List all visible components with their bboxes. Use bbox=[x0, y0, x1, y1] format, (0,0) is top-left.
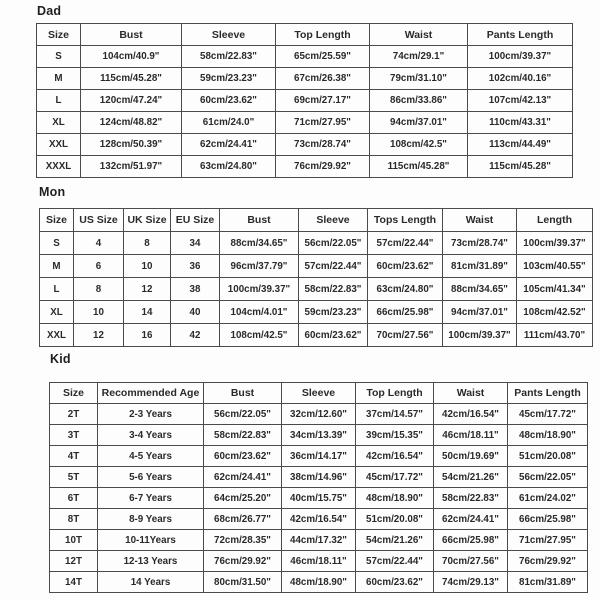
table-row bbox=[50, 530, 588, 551]
table-row bbox=[37, 90, 573, 112]
table-cell: 115cm/45.28" bbox=[81, 68, 182, 90]
table-cell: 34cm/13.39" bbox=[282, 425, 356, 446]
table-cell: 74cm/29.1" bbox=[370, 46, 468, 68]
table-cell: 46cm/18.11" bbox=[282, 551, 356, 572]
table-cell: 61cm/24.0" bbox=[182, 112, 276, 134]
table-cell: 57cm/22.44" bbox=[368, 232, 443, 255]
table-cell: 70cm/27.56" bbox=[434, 551, 508, 572]
table-cell: 81cm/31.89" bbox=[443, 255, 517, 278]
table-cell: 45cm/17.72" bbox=[508, 404, 588, 425]
column-header: EU Size bbox=[171, 209, 220, 232]
table-cell: 54cm/21.26" bbox=[434, 467, 508, 488]
table-cell: 56cm/22.05" bbox=[204, 404, 282, 425]
table-cell: 100cm/39.37" bbox=[443, 324, 517, 347]
table-cell: 50cm/19.69" bbox=[434, 446, 508, 467]
table-cell: XXL bbox=[40, 324, 74, 347]
kid-size-table bbox=[49, 382, 587, 593]
table-cell: 8 bbox=[74, 278, 124, 301]
table-cell: XXXL bbox=[37, 156, 81, 178]
header-row bbox=[37, 24, 573, 46]
table-cell: 64cm/25.20" bbox=[204, 488, 282, 509]
table-cell: 88cm/34.65" bbox=[220, 232, 299, 255]
table-row bbox=[50, 488, 588, 509]
table-cell: 60cm/23.62" bbox=[368, 255, 443, 278]
table-cell: 12 bbox=[124, 278, 171, 301]
table-cell: 103cm/40.55" bbox=[517, 255, 593, 278]
table-cell: 76cm/29.92" bbox=[276, 156, 370, 178]
table-cell: 108cm/42.5" bbox=[370, 134, 468, 156]
table-cell: 6T bbox=[50, 488, 98, 509]
table-row bbox=[37, 134, 573, 156]
size-table bbox=[39, 208, 593, 347]
table-cell: 80cm/31.50" bbox=[204, 572, 282, 593]
table-cell: 74cm/29.13" bbox=[434, 572, 508, 593]
table-row bbox=[37, 46, 573, 68]
table-cell: 113cm/44.49" bbox=[468, 134, 573, 156]
table-cell: 54cm/21.26" bbox=[356, 530, 434, 551]
table-row bbox=[40, 301, 593, 324]
column-header: Length bbox=[517, 209, 593, 232]
table-cell: S bbox=[37, 46, 81, 68]
column-header: Bust bbox=[220, 209, 299, 232]
table-cell: 57cm/22.44" bbox=[356, 551, 434, 572]
table-cell: 42cm/16.54" bbox=[434, 404, 508, 425]
table-cell: 45cm/17.72" bbox=[356, 467, 434, 488]
table-cell: 65cm/25.59" bbox=[276, 46, 370, 68]
table-cell: 4-5 Years bbox=[98, 446, 204, 467]
size-table bbox=[49, 382, 588, 593]
table-row bbox=[40, 278, 593, 301]
table-cell: 5-6 Years bbox=[98, 467, 204, 488]
table-cell: 108cm/42.5" bbox=[220, 324, 299, 347]
table-cell: 62cm/24.41" bbox=[204, 467, 282, 488]
kid-table-title: Kid bbox=[50, 352, 71, 366]
table-cell: 66cm/25.98" bbox=[368, 301, 443, 324]
column-header: Pants Length bbox=[508, 383, 588, 404]
table-cell: 4 bbox=[74, 232, 124, 255]
table-cell: 14 Years bbox=[98, 572, 204, 593]
column-header: Sleeve bbox=[299, 209, 368, 232]
table-cell: 32cm/12.60" bbox=[282, 404, 356, 425]
table-cell: 94cm/37.01" bbox=[443, 301, 517, 324]
table-cell: 107cm/42.13" bbox=[468, 90, 573, 112]
table-cell: 12 bbox=[74, 324, 124, 347]
table-cell: 58cm/22.83" bbox=[204, 425, 282, 446]
mon-table-title: Mon bbox=[39, 185, 66, 199]
table-cell: 63cm/24.80" bbox=[182, 156, 276, 178]
table-cell: 132cm/51.97" bbox=[81, 156, 182, 178]
table-cell: 14 bbox=[124, 301, 171, 324]
table-cell: 67cm/26.38" bbox=[276, 68, 370, 90]
table-cell: 110cm/43.31" bbox=[468, 112, 573, 134]
column-header: US Size bbox=[74, 209, 124, 232]
table-cell: 73cm/28.74" bbox=[443, 232, 517, 255]
table-cell: 100cm/39.37" bbox=[468, 46, 573, 68]
table-cell: 58cm/22.83" bbox=[299, 278, 368, 301]
column-header: Sleeve bbox=[282, 383, 356, 404]
table-cell: 102cm/40.16" bbox=[468, 68, 573, 90]
table-cell: 60cm/23.62" bbox=[299, 324, 368, 347]
table-cell: 60cm/23.62" bbox=[204, 446, 282, 467]
column-header: Bust bbox=[81, 24, 182, 46]
table-cell: 111cm/43.70" bbox=[517, 324, 593, 347]
table-cell: 60cm/23.62" bbox=[356, 572, 434, 593]
table-cell: XXL bbox=[37, 134, 81, 156]
table-cell: 6-7 Years bbox=[98, 488, 204, 509]
table-cell: 68cm/26.77" bbox=[204, 509, 282, 530]
dad-size-table bbox=[36, 23, 572, 178]
table-cell: 48cm/18.90" bbox=[508, 425, 588, 446]
table-cell: 44cm/17.32" bbox=[282, 530, 356, 551]
column-header: Sleeve bbox=[182, 24, 276, 46]
table-cell: 38cm/14.96" bbox=[282, 467, 356, 488]
column-header: Recommended Age bbox=[98, 383, 204, 404]
table-cell: 86cm/33.86" bbox=[370, 90, 468, 112]
table-cell: 120cm/47.24" bbox=[81, 90, 182, 112]
table-cell: 56cm/22.05" bbox=[299, 232, 368, 255]
table-cell: 88cm/34.65" bbox=[443, 278, 517, 301]
table-cell: 71cm/27.95" bbox=[508, 530, 588, 551]
table-cell: 46cm/18.11" bbox=[434, 425, 508, 446]
table-cell: 69cm/27.17" bbox=[276, 90, 370, 112]
table-cell: 10-11Years bbox=[98, 530, 204, 551]
table-cell: M bbox=[40, 255, 74, 278]
table-cell: 12T bbox=[50, 551, 98, 572]
table-cell: 40cm/15.75" bbox=[282, 488, 356, 509]
table-cell: 108cm/42.52" bbox=[517, 301, 593, 324]
table-cell: 76cm/29.92" bbox=[204, 551, 282, 572]
table-cell: 14T bbox=[50, 572, 98, 593]
column-header: Size bbox=[50, 383, 98, 404]
table-cell: 105cm/41.34" bbox=[517, 278, 593, 301]
table-cell: M bbox=[37, 68, 81, 90]
column-header: Bust bbox=[204, 383, 282, 404]
table-cell: 59cm/23.23" bbox=[182, 68, 276, 90]
table-cell: L bbox=[40, 278, 74, 301]
table-cell: 42 bbox=[171, 324, 220, 347]
table-row bbox=[50, 572, 588, 593]
table-cell: XL bbox=[37, 112, 81, 134]
column-header: Waist bbox=[370, 24, 468, 46]
table-cell: 58cm/22.83" bbox=[434, 488, 508, 509]
table-cell: 96cm/37.79" bbox=[220, 255, 299, 278]
table-cell: 115cm/45.28" bbox=[370, 156, 468, 178]
table-cell: 37cm/14.57" bbox=[356, 404, 434, 425]
table-cell: 100cm/39.37" bbox=[220, 278, 299, 301]
table-cell: 3-4 Years bbox=[98, 425, 204, 446]
table-row bbox=[50, 404, 588, 425]
table-cell: 2-3 Years bbox=[98, 404, 204, 425]
table-cell: 36cm/14.17" bbox=[282, 446, 356, 467]
table-cell: L bbox=[37, 90, 81, 112]
table-row bbox=[40, 324, 593, 347]
table-cell: 115cm/45.28" bbox=[468, 156, 573, 178]
table-cell: 5T bbox=[50, 467, 98, 488]
table-cell: 6 bbox=[74, 255, 124, 278]
column-header: Tops Length bbox=[368, 209, 443, 232]
dad-table-title: Dad bbox=[37, 4, 62, 18]
table-cell: 40 bbox=[171, 301, 220, 324]
table-cell: 10 bbox=[124, 255, 171, 278]
header-row bbox=[50, 383, 588, 404]
size-table bbox=[36, 23, 573, 178]
table-row bbox=[40, 255, 593, 278]
table-cell: 2T bbox=[50, 404, 98, 425]
table-cell: 66cm/25.98" bbox=[508, 509, 588, 530]
table-cell: 57cm/22.44" bbox=[299, 255, 368, 278]
table-cell: 4T bbox=[50, 446, 98, 467]
table-cell: 79cm/31.10" bbox=[370, 68, 468, 90]
table-cell: 36 bbox=[171, 255, 220, 278]
table-cell: 62cm/24.41" bbox=[434, 509, 508, 530]
table-row bbox=[40, 232, 593, 255]
table-cell: 72cm/28.35" bbox=[204, 530, 282, 551]
column-header: Waist bbox=[443, 209, 517, 232]
table-cell: 104cm/4.01" bbox=[220, 301, 299, 324]
table-cell: 8 bbox=[124, 232, 171, 255]
table-cell: 42cm/16.54" bbox=[356, 446, 434, 467]
table-row bbox=[50, 551, 588, 572]
table-cell: 70cm/27.56" bbox=[368, 324, 443, 347]
table-cell: 51cm/20.08" bbox=[356, 509, 434, 530]
table-cell: 48cm/18.90" bbox=[356, 488, 434, 509]
column-header: Top Length bbox=[276, 24, 370, 46]
table-cell: 8-9 Years bbox=[98, 509, 204, 530]
table-cell: 16 bbox=[124, 324, 171, 347]
table-cell: 3T bbox=[50, 425, 98, 446]
table-cell: 10T bbox=[50, 530, 98, 551]
column-header: Top Length bbox=[356, 383, 434, 404]
table-cell: 63cm/24.80" bbox=[368, 278, 443, 301]
table-cell: 81cm/31.89" bbox=[508, 572, 588, 593]
table-cell: 73cm/28.74" bbox=[276, 134, 370, 156]
table-cell: 128cm/50.39" bbox=[81, 134, 182, 156]
table-cell: 51cm/20.08" bbox=[508, 446, 588, 467]
table-cell: 8T bbox=[50, 509, 98, 530]
table-cell: XL bbox=[40, 301, 74, 324]
table-row bbox=[37, 68, 573, 90]
column-header: Waist bbox=[434, 383, 508, 404]
column-header: Size bbox=[40, 209, 74, 232]
table-cell: 61cm/24.02" bbox=[508, 488, 588, 509]
header-row bbox=[40, 209, 593, 232]
table-cell: 104cm/40.9" bbox=[81, 46, 182, 68]
table-cell: 71cm/27.95" bbox=[276, 112, 370, 134]
table-row bbox=[50, 467, 588, 488]
table-row bbox=[50, 425, 588, 446]
table-cell: 42cm/16.54" bbox=[282, 509, 356, 530]
table-cell: 39cm/15.35" bbox=[356, 425, 434, 446]
table-cell: 10 bbox=[74, 301, 124, 324]
column-header: Pants Length bbox=[468, 24, 573, 46]
table-cell: 100cm/39.37" bbox=[517, 232, 593, 255]
table-row bbox=[50, 446, 588, 467]
table-cell: 66cm/25.98" bbox=[434, 530, 508, 551]
mon-size-table bbox=[39, 208, 592, 347]
table-cell: 124cm/48.82" bbox=[81, 112, 182, 134]
column-header: UK Size bbox=[124, 209, 171, 232]
table-cell: 76cm/29.92" bbox=[508, 551, 588, 572]
table-row bbox=[37, 156, 573, 178]
table-cell: 62cm/24.41" bbox=[182, 134, 276, 156]
table-cell: 12-13 Years bbox=[98, 551, 204, 572]
table-cell: 59cm/23.23" bbox=[299, 301, 368, 324]
table-cell: 56cm/22.05" bbox=[508, 467, 588, 488]
column-header: Size bbox=[37, 24, 81, 46]
table-cell: S bbox=[40, 232, 74, 255]
table-cell: 48cm/18.90" bbox=[282, 572, 356, 593]
table-cell: 60cm/23.62" bbox=[182, 90, 276, 112]
table-row bbox=[50, 509, 588, 530]
table-row bbox=[37, 112, 573, 134]
table-cell: 34 bbox=[171, 232, 220, 255]
table-cell: 94cm/37.01" bbox=[370, 112, 468, 134]
table-cell: 58cm/22.83" bbox=[182, 46, 276, 68]
table-cell: 38 bbox=[171, 278, 220, 301]
